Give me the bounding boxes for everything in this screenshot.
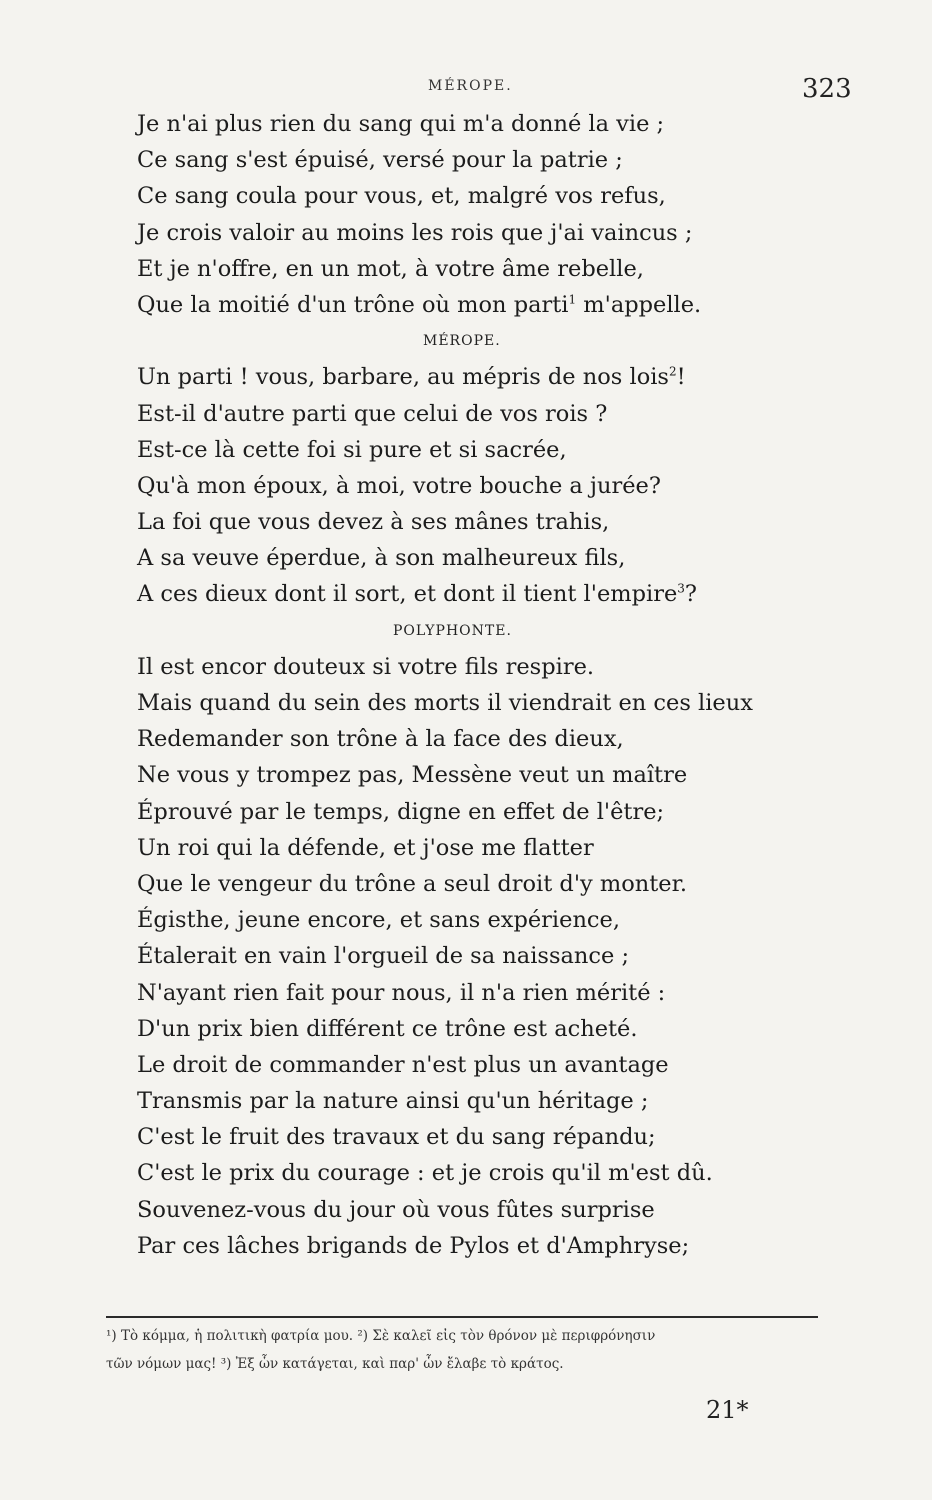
verse-text: Je crois valoir au moins les rois que j'ai vaincus ; [137,219,693,246]
footnote-line: ¹) Τὸ κόμμα, ἡ πολιτικὴ φατρία μου. ²) Σὲ καλεῖ εἰς τὸν θρόνον μὲ περιφρόνησιν [106,1328,656,1344]
footnote-rule [106,1316,818,1318]
verse-line [137,432,837,468]
verse-line [137,142,837,178]
speaker-name: MÉROPE. [423,333,501,350]
running-title: MÉROPE. [428,78,513,94]
footnote-marker: 3 [677,581,685,596]
verse-line [137,576,837,612]
verse-block [137,106,837,1264]
speaker-name: POLYPHONTE. [393,622,512,639]
verse-line [137,1228,837,1264]
verse-text: Un parti ! vous, barbare, au mépris de nos lois [137,364,669,391]
verse-line [137,866,837,902]
verse-line [137,396,837,432]
verse-text: Est-ce là cette foi si pure et si sacrée, [137,436,567,463]
verse-text: Ce sang s'est épuisé, versé pour la patrie ; [137,147,623,174]
verse-text-end: ? [684,581,697,608]
verse-line [137,540,837,576]
verse-text: Transmis par la nature ainsi qu'un héritage ; [137,1088,649,1115]
verse-line [137,938,837,974]
verse-text: D'un prix bien différent ce trône est acheté. [137,1015,638,1042]
verse-text: A sa veuve éperdue, à son malheureux fils, [137,545,626,572]
verse-line [137,757,837,793]
verse-text: Le droit de commander n'est plus un avantage [137,1051,669,1078]
footnotes [106,1322,836,1378]
verse-text: N'ayant rien fait pour nous, il n'a rien mérité : [137,979,666,1006]
verse-text: Que la moitié d'un trône où mon parti [137,291,569,318]
verse-line [137,685,837,721]
verse-text: Par ces lâches brigands de Pylos et d'Amphryse; [137,1232,690,1259]
footnote-line: τῶν νόμων μας! ³) Ἐξ ὧν κατάγεται, καὶ παρ' ὧν ἔλαβε τὸ κράτος. [106,1356,564,1372]
verse-text: A ces dieux dont il sort, et dont il tient l'empire [137,581,678,608]
verse-line [137,1155,837,1191]
verse-text: Égisthe, jeune encore, et sans expérience, [137,907,621,934]
verse-text: Ce sang coula pour vous, et, malgré vos refus, [137,183,666,210]
verse-line [137,251,837,287]
verse-line [137,649,837,685]
verse-line [137,902,837,938]
verse-line [137,721,837,757]
verse-line [137,106,837,142]
verse-line [137,1047,837,1083]
verse-text: Un roi qui la défende, et j'ose me flatter [137,834,594,861]
verse-text: Est-il d'autre parti que celui de vos rois ? [137,400,608,427]
verse-text: Mais quand du sein des morts il viendrait en ces lieux [137,690,753,716]
verse-text: Étalerait en vain l'orgueil de sa naissance ; [137,943,630,970]
verse-line [137,468,837,504]
verse-text: Qu'à mon époux, à moi, votre bouche a jurée? [137,472,661,499]
verse-line [137,215,837,251]
verse-text: C'est le fruit des travaux et du sang répandu; [137,1124,656,1151]
verse-text: Que le vengeur du trône a seul droit d'y monter. [137,870,688,897]
verse-line [137,1192,837,1228]
verse-line [137,1011,837,1047]
verse-text: Redemander son trône à la face des dieux, [137,726,624,753]
verse-line [137,975,837,1011]
verse-line [137,830,837,866]
verse-line [137,359,837,395]
footnote-marker: 2 [668,364,677,379]
verse-text: C'est le prix du courage : et je crois qu'il m'est dû. [137,1160,713,1187]
verse-text-end: ! [676,364,686,391]
verse-text: Souvenez-vous du jour où vous fûtes surprise [137,1196,655,1223]
verse-line [137,1083,837,1119]
page-number: 323 [802,74,852,104]
verse-line [137,794,837,830]
verse-text: Ne vous y trompez pas, Messène veut un maître [137,762,688,789]
verse-text: Il est encor douteux si votre fils respire. [137,653,595,680]
verse-line [137,287,837,323]
verse-line [137,1119,837,1155]
page-header [0,76,932,106]
verse-text: Je n'ai plus rien du sang qui m'a donné la vie ; [137,111,665,137]
verse-text: Et je n'offre, en un mot, à votre âme rebelle, [137,255,644,282]
verse-line [137,178,837,214]
verse-line [137,504,837,540]
printer-signature: 21* [706,1396,749,1424]
verse-text-end: m'appelle. [576,291,702,318]
verse-text: Éprouvé par le temps, digne en effet de l'être; [137,798,665,825]
footnote-marker: 1 [568,292,577,307]
verse-text: La foi que vous devez à ses mânes trahis, [137,509,610,536]
